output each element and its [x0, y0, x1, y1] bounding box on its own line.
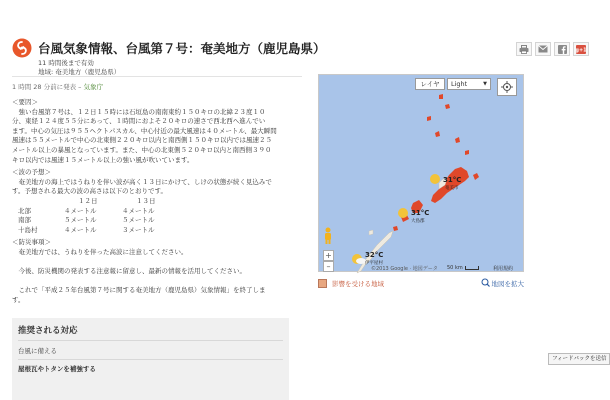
body-line: メートル以上の暴風となっています。また、中心の北東側５２０キロ以内と南西側３９０	[12, 145, 272, 154]
wave-table-cell: 十島村	[18, 225, 38, 234]
prevention-section	[12, 238, 302, 305]
map-scale	[447, 265, 481, 271]
recommended-item-reinforce[interactable]: 屋根瓦やトタンを補強する	[18, 365, 96, 373]
wave-table-cell: １３日	[136, 196, 156, 205]
island-kikai	[473, 173, 479, 180]
chevron-down-icon: ▼	[483, 81, 487, 87]
island-tokara-4	[427, 116, 431, 121]
wave-table-cell: １２日	[78, 196, 98, 205]
place-amami: 奄美市	[445, 186, 459, 191]
wave-table-row	[18, 226, 302, 236]
page-title: 台風気象情報、台風第７号：奄美地方（鹿児島県）	[38, 41, 326, 56]
google-plus-icon	[576, 45, 586, 54]
wave-table	[18, 197, 302, 235]
wave-table-cell	[18, 197, 64, 207]
facebook-icon	[558, 45, 567, 54]
sun-marker-oshima	[398, 208, 408, 218]
source-link[interactable]: 気象庁	[83, 83, 103, 91]
summary-lines	[12, 108, 302, 166]
body-line: 風速は５５メートルで中心の北東側２２０キロ以内と南西側１５０キロ以内では風速２５	[12, 136, 272, 145]
layer-select[interactable]	[447, 78, 491, 90]
recommended-divider-2	[18, 359, 283, 360]
recommended-item-prepare[interactable]: 台風に備える	[18, 347, 57, 355]
map-legend	[318, 278, 524, 290]
feedback-button[interactable]: フィードバックを送信	[548, 353, 610, 365]
locate-button[interactable]	[497, 78, 517, 96]
map-geography	[319, 75, 525, 273]
wave-table-cell: ４メートル	[64, 225, 97, 234]
alert-body	[12, 98, 302, 308]
wave-table-cell: ４メートル	[122, 206, 155, 215]
wave-section	[12, 168, 302, 235]
enlarge-map-link[interactable]: 地図を拡大	[491, 280, 524, 288]
body-line	[12, 277, 302, 287]
crosshair-icon	[501, 81, 513, 93]
body-line: 強い台風第７号は、１２日１５時には石垣島の南南東約１５０キロの北緯２３度１０	[12, 107, 266, 116]
published-line	[12, 82, 103, 91]
wave-heading: ＜波の予想＞	[12, 168, 51, 177]
published-time: 1 時間 28 分前に発表 –	[12, 83, 84, 91]
summary-section	[12, 98, 302, 165]
wave-table-cell: ５メートル	[64, 216, 97, 225]
body-line: 奄美地方の海上ではうねりを伴い波が高く１３日にかけて、しけの状態が続く見込みで	[12, 177, 272, 186]
wave-lines	[12, 178, 302, 197]
print-icon	[519, 45, 529, 54]
print-button[interactable]	[516, 42, 532, 56]
wave-table-cell: 南部	[18, 216, 31, 225]
prevention-heading: ＜防災事項＞	[12, 238, 51, 247]
header-divider	[12, 76, 302, 77]
body-line: これで「平成２５年台風第７号に関する奄美地方（鹿児島県）気象情報」を終了しま	[12, 286, 266, 295]
body-line: ます。中心の気圧は９５５ヘクトパスカル、中心付近の最大風速は４０メートル、最大瞬間	[12, 126, 277, 135]
zoom-in-button[interactable]: +	[323, 250, 334, 261]
wave-table-row	[18, 197, 302, 207]
affected-area-label: 影響を受ける地域	[332, 280, 384, 288]
temp-oshima: 31°C	[411, 209, 430, 217]
layer-select-value: Light	[451, 80, 468, 88]
region-text: 地域: 奄美地方（鹿児島県）	[38, 68, 121, 76]
temp-amami: 31°C	[443, 176, 462, 184]
body-line: 分、東経１２４度５５分にあって、１時間におよそ２０キロの速さで西北西へ進んでい	[12, 117, 266, 126]
island-yoron	[393, 226, 398, 231]
body-line: 今後、防災機関の発表する注意報に留意し、最新の情報を活用してください。	[12, 267, 246, 276]
map-scale-label: 50 km	[447, 265, 463, 271]
island-tokara-2	[439, 94, 443, 99]
scale-bar	[465, 266, 479, 270]
island-tokara-6	[455, 137, 460, 143]
recommended-divider	[18, 340, 283, 341]
validity-text: 11 時間後まで有効	[38, 59, 94, 67]
body-line	[12, 258, 302, 268]
island-tokara-5	[435, 131, 440, 137]
mail-button[interactable]	[535, 42, 551, 56]
google-plus-button[interactable]	[573, 42, 589, 56]
wave-table-cell: ４メートル	[64, 206, 97, 215]
wave-table-cell: ５メートル	[122, 216, 155, 225]
island-tokara-7	[465, 150, 469, 155]
facebook-button[interactable]	[554, 42, 570, 56]
layer-label[interactable]: レイヤ	[415, 78, 445, 90]
mail-icon	[538, 45, 548, 53]
wave-table-cell: 北部	[18, 206, 31, 215]
island-iheya	[369, 230, 373, 235]
typhoon-icon	[12, 38, 32, 58]
recommended-title: 推奨される対応	[18, 326, 78, 336]
zoom-out-button[interactable]: –	[323, 261, 334, 272]
alert-header	[12, 38, 602, 78]
share-toolbar	[516, 42, 589, 56]
island-tokara-3	[445, 104, 450, 109]
body-line: す。	[12, 295, 25, 304]
wave-table-row	[18, 216, 302, 226]
alert-map[interactable]	[318, 74, 524, 272]
body-line: す。予想される最大の波の高さは以下のとおりです。	[12, 187, 167, 196]
map-copyright: ©2013 Google · 地図データ	[371, 266, 438, 272]
body-line: 奄美地方では、うねりを伴った高波に注意してください。	[12, 247, 188, 256]
magnifier-icon	[481, 278, 490, 287]
affected-area-swatch	[318, 279, 327, 288]
wave-table-cell: ３メートル	[122, 225, 155, 234]
sun-marker-amami	[430, 174, 440, 184]
place-iheya: 伊平屋村	[365, 261, 383, 266]
summary-heading: ＜要因＞	[12, 98, 38, 106]
recommended-actions	[12, 318, 289, 400]
place-oshima: 大島郡	[411, 219, 425, 224]
wave-table-row	[18, 207, 302, 217]
google-plus-label: g+1	[575, 47, 587, 54]
body-line: キロ以内では風速１５メートル以上の強い風が吹いています。	[12, 155, 194, 164]
map-terms-link[interactable]: 利用規約	[493, 266, 514, 272]
pegman-icon[interactable]	[323, 227, 333, 245]
prevention-lines	[12, 248, 302, 306]
temp-iheya: 32°C	[365, 251, 384, 259]
